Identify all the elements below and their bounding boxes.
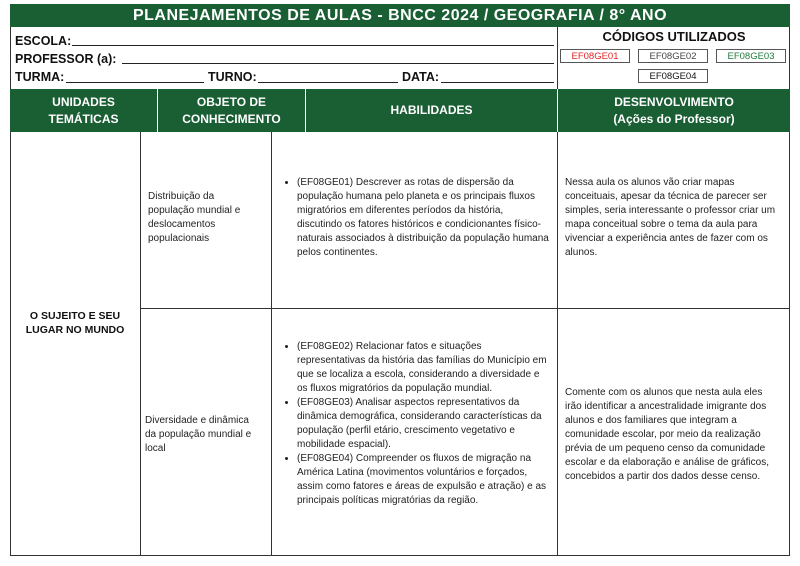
habilidades-row-2 xyxy=(283,340,549,508)
turno-field[interactable] xyxy=(258,82,398,83)
desenvolvimento-row-2: Comente com os alunos que nesta aula eles irão identificar a ancestralidade imigrante dos alunos e dos familiares que integram a comunidade escolar, por meio da realização prévia de um pequeno censo da comunidade escolar e da elaboração e análise de gráficos, concebidos a partir dos dados desse censo. xyxy=(565,387,770,482)
header-desenvolvimento-sub: (Ações do Professor) xyxy=(613,111,735,126)
row-divider xyxy=(140,308,790,309)
header-unidades xyxy=(10,89,157,132)
professor-field[interactable] xyxy=(122,63,554,64)
desenvolvimento-row-1: Nessa aula os alunos vão criar mapas conceituais, apesar da técnica de parecer ser simples, seria interessante o professor criar um mapa conceitual sobre o tema da aula para vivenciar a experiência antes de fazer com os alunos. xyxy=(565,177,776,258)
header-unidades-text: UNIDADES TEMÁTICAS xyxy=(48,94,119,126)
code-badge-ef08ge02: EF08GE02 xyxy=(638,49,708,63)
habilidades-row-1 xyxy=(283,176,549,260)
col-line-3 xyxy=(557,132,558,556)
turma-field[interactable] xyxy=(66,82,204,83)
header-sep-3 xyxy=(557,89,558,132)
codes-title: CÓDIGOS UTILIZADOS xyxy=(602,29,746,44)
code-badge-ef08ge01: EF08GE01 xyxy=(560,49,630,63)
code-badge-ef08ge04: EF08GE04 xyxy=(638,69,708,83)
header-objeto-text: OBJETO DE CONHECIMENTO xyxy=(182,94,281,126)
escola-label: ESCOLA: xyxy=(15,34,72,48)
objeto-row-2: Diversidade e dinâmica da população mundial e local xyxy=(145,415,252,454)
page-title: PLANEJAMENTOS DE AULAS - BNCC 2024 / GEOGRAFIA / 8° ANO xyxy=(10,4,790,27)
header-objeto xyxy=(158,89,305,132)
turma-label: TURMA: xyxy=(15,70,65,84)
header-habilidades-text: HABILIDADES xyxy=(390,103,473,117)
unidade-tematica: O SUJEITO E SEU LUGAR NO MUNDO xyxy=(25,310,125,336)
code-badge-ef08ge03: EF08GE03 xyxy=(716,49,786,63)
escola-field[interactable] xyxy=(72,45,554,46)
turno-label: TURNO: xyxy=(208,70,257,84)
habilidade-ef08ge01: • (EF08GE01) Descrever as rotas de dispersão da população humana pelo planeta e os principais fluxos migratórios em diferentes períodos da história, discutindo os fatores históricos e condicionantes físico-naturais associados à distribuição da população humana pelos continentes. xyxy=(297,176,549,260)
header-habilidades xyxy=(306,89,557,132)
professor-label: PROFESSOR (a): xyxy=(15,52,117,66)
header-desenvolvimento-text: DESENVOLVIMENTO xyxy=(614,94,734,109)
col-line-1 xyxy=(140,132,141,556)
header-sep-2 xyxy=(305,89,306,132)
objeto-row-1: Distribuição da população mundial e deslocamentos populacionais xyxy=(148,191,241,244)
habilidade-ef08ge04: • (EF08GE04) Compreender os fluxos de migração na América Latina (movimentos voluntários e forçados, assim como fatores e áreas de expulsão e atração) e as principais políticas migratórias da região. xyxy=(297,452,549,508)
header-desenvolvimento xyxy=(558,89,790,132)
data-field[interactable] xyxy=(441,82,554,83)
header-sep-1 xyxy=(157,89,158,132)
habilidade-ef08ge03: • (EF08GE03) Analisar aspectos representativos da dinâmica demográfica, considerando características da população (perfil etário, crescimento vegetativo e mobilidade espacial). xyxy=(297,396,549,452)
col-line-2 xyxy=(271,132,272,556)
habilidade-ef08ge02: • (EF08GE02) Relacionar fatos e situações representativas da história das famílias do Município em que se localiza a escola, considerando a diversidade e os fluxos migratórios da população mundial. xyxy=(297,340,549,396)
data-label: DATA: xyxy=(402,70,440,84)
